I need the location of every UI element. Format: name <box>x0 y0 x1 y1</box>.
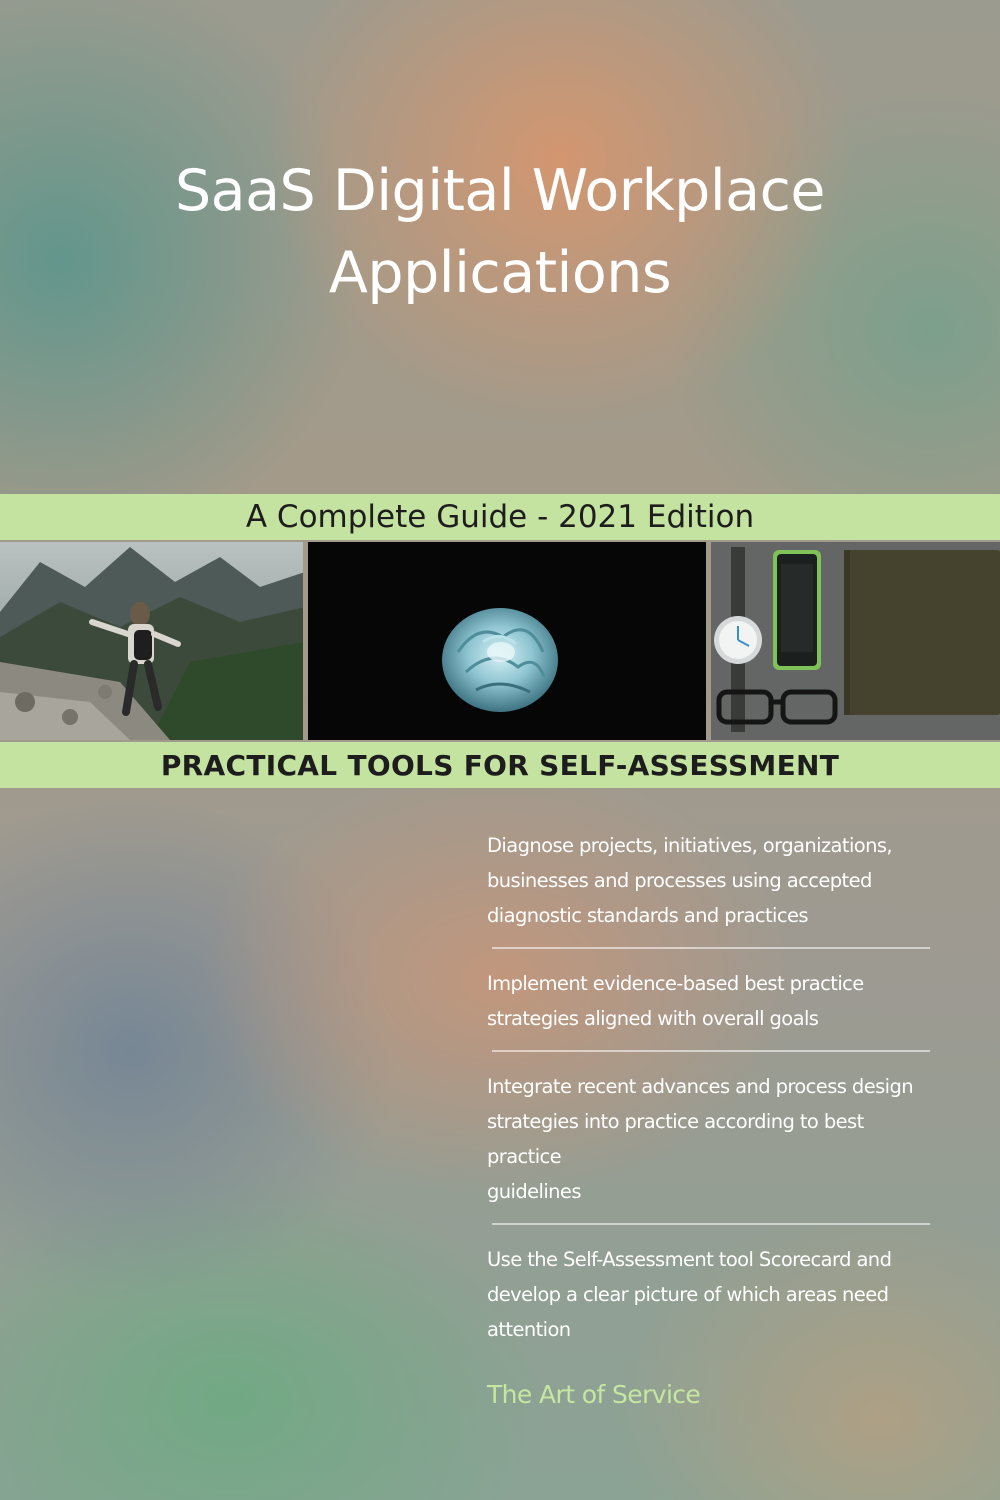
feature-line: guidelines <box>487 1180 581 1203</box>
blue-rose-photo <box>308 542 706 740</box>
feature-item <box>487 1069 932 1209</box>
feature-line: develop a clear picture of which areas need <box>487 1283 889 1306</box>
feature-line: Integrate recent advances and process design <box>487 1075 914 1098</box>
divider <box>492 1050 930 1052</box>
feature-line: Use the Self-Assessment tool Scorecard and <box>487 1248 892 1271</box>
feature-list <box>487 828 932 1347</box>
feature-line: strategies into practice according to best practice <box>487 1110 864 1168</box>
book-title-line-1: SaaS Digital Workplace <box>174 158 825 224</box>
feature-line: attention <box>487 1318 571 1341</box>
feature-item <box>487 1242 932 1347</box>
tagline-label: PRACTICAL TOOLS FOR SELF-ASSESSMENT <box>160 749 840 782</box>
feature-item <box>487 966 932 1036</box>
feature-line: Diagnose projects, initiatives, organizations, <box>487 834 893 857</box>
feature-line: businesses and processes using accepted <box>487 869 872 892</box>
divider <box>492 947 930 949</box>
publisher-name: The Art of Service <box>487 1380 701 1409</box>
tagline-band <box>0 742 1000 788</box>
desk-flatlay-photo <box>711 542 1000 740</box>
feature-item <box>487 828 932 933</box>
feature-line: diagnostic standards and practices <box>487 904 808 927</box>
feature-line: strategies aligned with overall goals <box>487 1007 819 1030</box>
book-title <box>0 150 1000 314</box>
edition-band <box>0 494 1000 540</box>
photo-strip <box>0 542 1000 740</box>
divider <box>492 1223 930 1225</box>
edition-label: A Complete Guide - 2021 Edition <box>245 499 755 535</box>
feature-line: Implement evidence-based best practice <box>487 972 864 995</box>
book-title-line-2: Applications <box>328 240 672 306</box>
hiker-photo <box>0 542 303 740</box>
